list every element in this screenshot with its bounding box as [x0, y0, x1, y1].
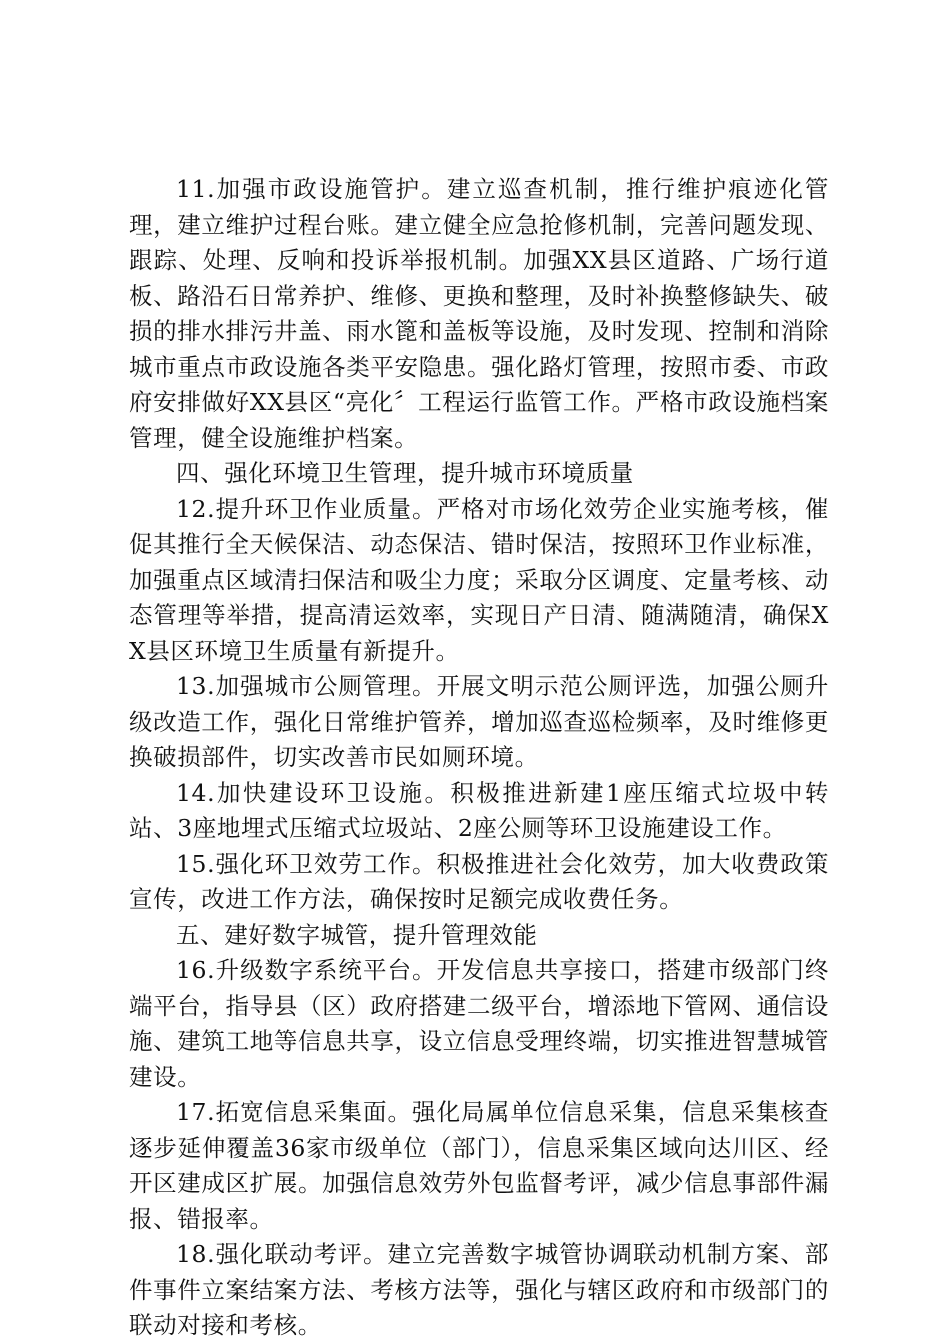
paragraph-item-14: 14.加快建设环卫设施。积极推进新建1座压缩式垃圾中转站、3座地埋式压缩式垃圾站、2座公厕等环卫设施建设工作。 [129, 778, 829, 842]
paragraph-item-18: 18.强化联动考评。建立完善数字城管协调联动机制方案、部件事件立案结案方法、考核方法等，强化与辖区政府和市级部门的联动对接和考核。 [129, 1240, 829, 1339]
section-heading-4: 四、强化环境卫生管理，提升城市环境质量 [176, 459, 634, 487]
paragraph-item-11: 11.加强市政设施管护。建立巡查机制，推行维护痕迹化管理，建立维护过程台账。建立健全应急抢修机制，完善问题发现、跟踪、处理、反响和投诉举报机制。加强XX县区道路、广场行道板、路沿石日常养护、维修、更换和整理，及时补换整修缺失、破损的排水排污井盖、雨水篦和盖板等设施，及时发现、控制和消除城市重点市政设施各类平安隐患。强化路灯管理，按照市委、市政府安排做好XX县区“亮化〞工程运行监管工作。严格市政设施档案管理，健全设施维护档案。 [129, 175, 829, 452]
paragraph-item-12: 12.提升环卫作业质量。严格对市场化效劳企业实施考核，催促其推行全天候保洁、动态保洁、错时保洁，按照环卫作业标准，加强重点区域清扫保洁和吸尘力度；采取分区调度、定量考核、动态管理等举措，提高清运效率，实现日产日清、随满随清，确保XX县区环境卫生质量有新提升。 [129, 494, 829, 665]
section-heading-5: 五、建好数字城管，提升管理效能 [176, 920, 538, 949]
paragraph-item-15: 15.强化环卫效劳工作。积极推进社会化效劳，加大收费政策宣传，改进工作方法，确保按时足额完成收费任务。 [129, 849, 829, 913]
paragraph-item-17: 17.拓宽信息采集面。强化局属单位信息采集，信息采集核查逐步延伸覆盖36家市级单位（部门），信息采集区域向达川区、经开区建成区扩展。加强信息效劳外包监督考评，减少信息事部件漏报、错报率。 [129, 1098, 829, 1233]
document-body [129, 172, 829, 1344]
paragraph-item-16: 16.升级数字系统平台。开发信息共享接口，搭建市级部门终端平台，指导县（区）政府搭建二级平台，增添地下管网、通信设施、建筑工地等信息共享，设立信息受理终端，切实推进智慧城管建设。 [129, 956, 829, 1091]
paragraph-item-13: 13.加强城市公厕管理。开展文明示范公厕评选，加强公厕升级改造工作，强化日常维护管养，增加巡查巡检频率，及时维修更换破损部件，切实改善市民如厕环境。 [129, 672, 829, 771]
